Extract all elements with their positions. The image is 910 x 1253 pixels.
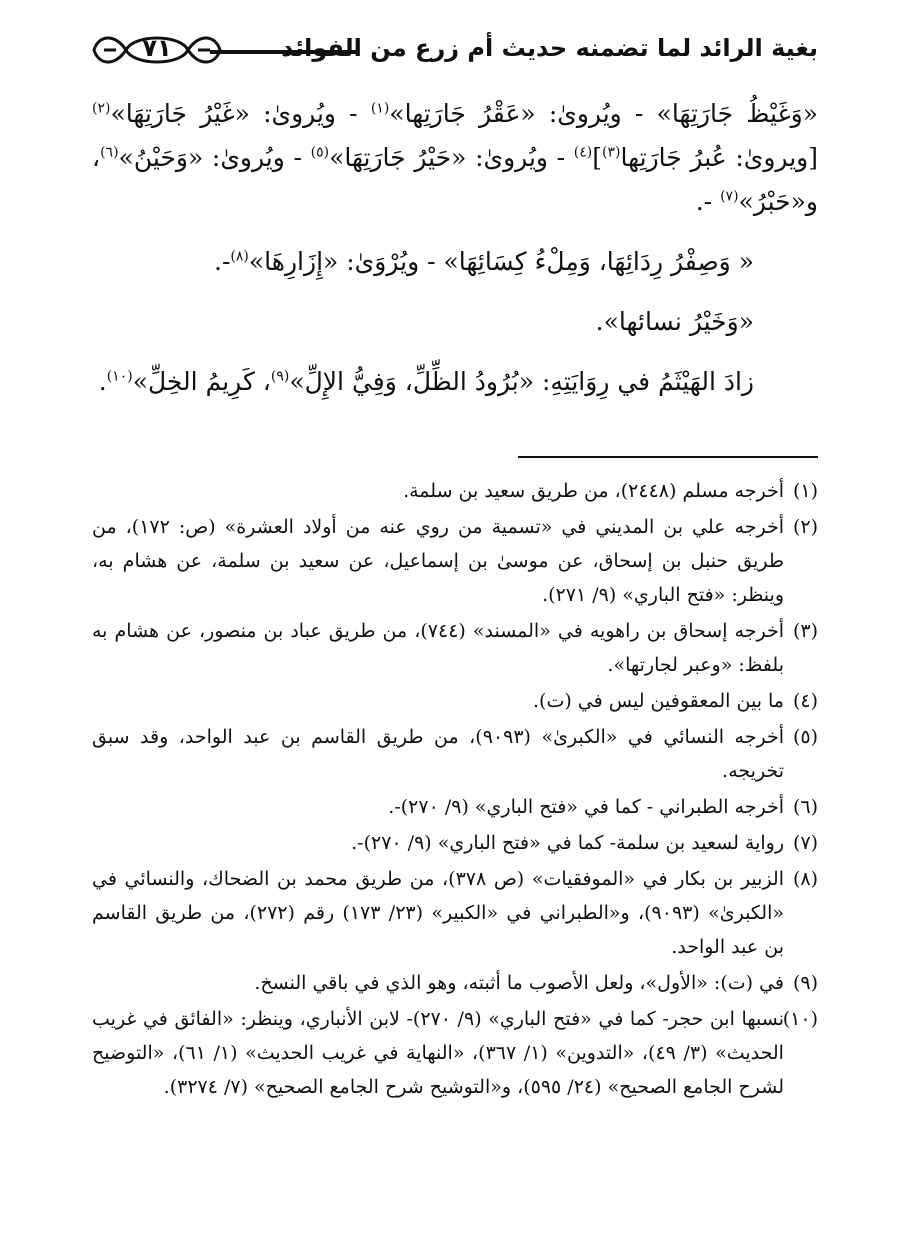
text-run: و«حَبْرُ» <box>738 187 818 216</box>
header-rule <box>210 50 358 54</box>
footnote-item <box>92 474 818 508</box>
footnote-divider <box>518 456 818 458</box>
footnote-ref[interactable]: (٥) <box>310 144 330 161</box>
footnote-ref[interactable]: (٩) <box>270 368 290 385</box>
text-run: - ويُروىٰ: «وَحَيْنُ» <box>118 143 311 172</box>
text-run: « وَصِفْرُ رِدَائِهَا، وَمِلْءُ كِسَائِهَا» - ويُرْوَىٰ: «إِزَارِهَا» <box>248 247 754 276</box>
footnote-number: (٥) <box>792 726 818 748</box>
text-run: - ويُروىٰ: «غَيْرُ جَارَتِهَا» <box>110 99 371 128</box>
footnote-number: (٦) <box>792 796 818 818</box>
footnote-number: (٨) <box>792 868 818 890</box>
footnote-number: (٧) <box>792 832 818 854</box>
footnote-item <box>92 826 818 860</box>
text-run: . <box>98 367 107 396</box>
footnote-item <box>92 684 818 718</box>
footnote-item <box>92 966 818 1000</box>
main-text <box>92 92 818 404</box>
footnote-number: (١) <box>792 480 818 502</box>
text-run: زادَ الهَيْثَمُ في رِوَايَتِهِ: «بُرُودُ الظِّلِّ، وَفِيُّ الإِلِّ» <box>289 367 754 396</box>
footnote-text: في (ت): «الأول»، ولعل الأصوب ما أثبته، وهو الذي في باقي النسخ. <box>254 972 784 994</box>
main-paragraph: «وَغَيْظُ جَارَتِهَا» - ويُروىٰ: «عَقْرُ جَارَتِها»$^{(١)}$ - ويُروىٰ: «غَيْرُ جَارَتِهَا»$^{(٢)}$ [ويروىٰ: عُبرُ جَارَتِها$^{(٣)}$]$^{(٤)}$ - ويُروىٰ: «حَيْرُ جَارَتِهَا»$^{(٥)}$ - ويُروىٰ: «وَحَيْنُ»$^{(٦)}$، و«حَبْرُ»$^{(٧)}$ -. <box>92 99 819 216</box>
footnote-ref[interactable]: (٢) <box>92 100 111 117</box>
footnote-number: (٩) <box>792 972 818 994</box>
footnote-ref[interactable]: (١٠) <box>106 368 133 385</box>
text-run: ، كَرِيمُ الخِلِّ» <box>132 367 271 396</box>
text-run: [ويروىٰ: عُبرُ جَارَتِها <box>620 143 818 172</box>
text-run: ] <box>592 143 603 172</box>
footnotes <box>92 474 818 1106</box>
footnote-ref[interactable]: (٧) <box>720 188 739 205</box>
footnote-item <box>92 790 818 824</box>
page-number: ٧١ <box>142 34 172 62</box>
footnote-number: (٣) <box>792 620 818 642</box>
running-title: بغية الرائد لما تضمنه حديث أم زرع من الفوائد <box>281 34 818 62</box>
footnote-number: (٤) <box>792 690 818 712</box>
footnote-text: ما بين المعقوفين ليس في (ت). <box>533 690 784 712</box>
footnote-text: أخرجه إسحاق بن راهويه في «المسند» (٧٤٤)، من طريق عباد بن منصور، عن هشام به بلفظ: «وعبر لجارتها». <box>92 620 784 676</box>
footnote-number: (١٠) <box>782 1008 818 1030</box>
footnote-item <box>92 862 818 964</box>
footnote-text: الزبير بن بكار في «الموفقيات» (ص ٣٧٨)، من طريق محمد بن الضحاك، والنسائي في «الكبرىٰ» (٩٠٩٣)، و«الطبراني في «الكبير» (٢٣/ ١٧٣) رقم (٢٧٢)، من طريق القاسم بن عبد الواحد. <box>92 868 784 958</box>
footnote-item <box>92 510 818 612</box>
footnote-text: نسبها ابن حجر- كما في «فتح الباري» (٩/ ٢٧٠)- لابن الأنباري، وينظر: «الفائق في غريب الحديث» (٣/ ٤٩)، «التدوين» (١/ ٣٦٧)، «النهاية في غريب الحديث» (١/ ٦١)، «التوضيح لشرح الجامع الصحيح» (٢٤/ ٥٩٥)، و«التوشيح شرح الجامع الصحيح» (٧/ ٣٢٧٤). <box>92 1008 784 1098</box>
text-run: «وَخَيْرُ نسائها». <box>595 307 754 336</box>
footnote-ref[interactable]: (٦) <box>100 144 119 161</box>
text-run: -. <box>214 247 231 276</box>
text-run: - ويُروىٰ: «حَيْرُ جَارَتِهَا» <box>329 143 574 172</box>
main-paragraph <box>92 300 818 344</box>
main-paragraph <box>92 360 818 404</box>
footnote-item <box>92 614 818 682</box>
page-header <box>92 24 818 76</box>
footnote-text: أخرجه علي بن المديني في «تسمية من روي عنه من أولاد العشرة» (ص: ١٧٢)، من طريق حنبل بن إسحاق، عن موسىٰ بن إسماعيل، عن سعيد بن سلمة، عن هشام به، وينظر: «فتح الباري» (٩/ ٢٧١). <box>92 516 784 606</box>
footnote-text: رواية لسعيد بن سلمة- كما في «فتح الباري» (٩/ ٢٧٠)-. <box>351 832 784 854</box>
footnote-number: (٢) <box>792 516 818 538</box>
footnote-text: أخرجه النسائي في «الكبرىٰ» (٩٠٩٣)، من طريق القاسم بن عبد الواحد، وقد سبق تخريجه. <box>92 726 784 782</box>
footnote-ref[interactable]: (٤) <box>573 144 593 161</box>
footnote-ref[interactable]: (٨) <box>230 248 249 265</box>
text-run: -. <box>695 187 721 216</box>
footnote-ref[interactable]: (٣) <box>602 144 621 161</box>
footnote-text: أخرجه الطبراني - كما في «فتح الباري» (٩/ ٢٧٠)-. <box>388 796 784 818</box>
footnote-text: أخرجه مسلم (٢٤٤٨)، من طريق سعيد بن سلمة. <box>403 480 784 502</box>
footnote-item <box>92 720 818 788</box>
text-run: «وَغَيْظُ جَارَتِهَا» - ويُروىٰ: «عَقْرُ جَارَتِها» <box>389 99 819 128</box>
footnote-item <box>92 1002 818 1104</box>
main-paragraph <box>92 240 818 284</box>
footnote-ref[interactable]: (١) <box>370 100 390 117</box>
